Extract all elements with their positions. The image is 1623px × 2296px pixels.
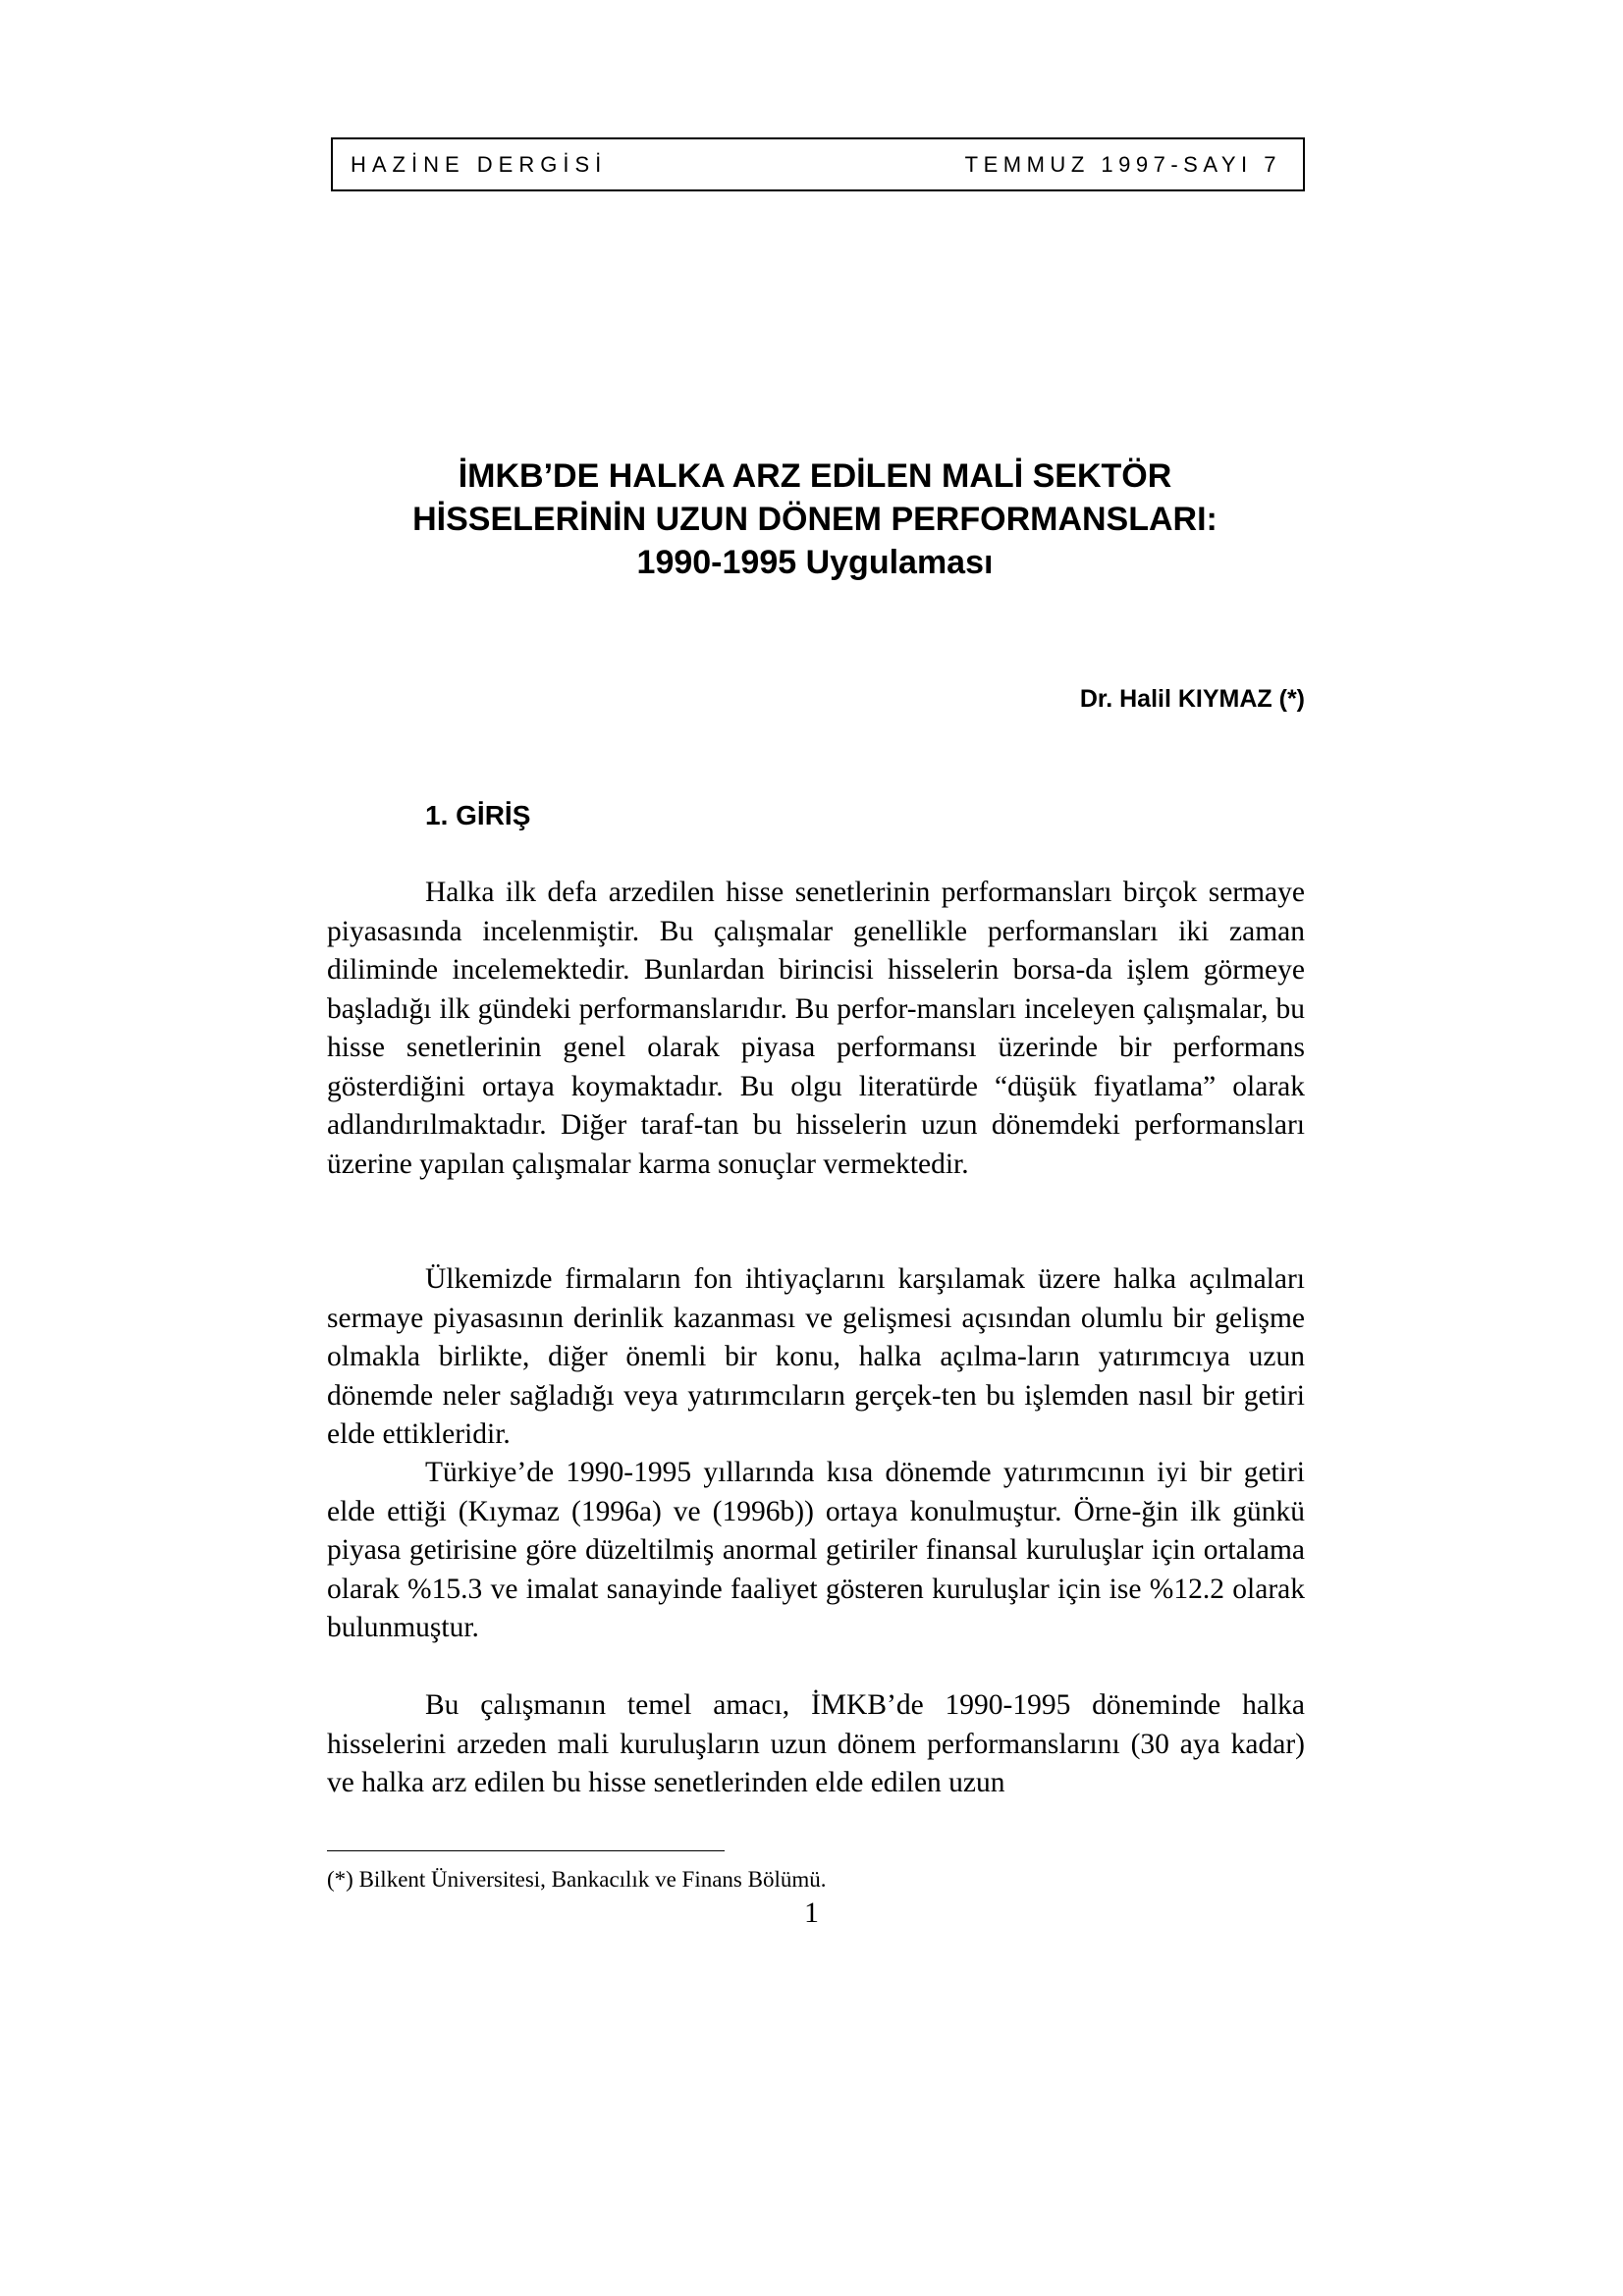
title-line-1: İMKB’DE HALKA ARZ EDİLEN MALİ SEKTÖR bbox=[458, 457, 1172, 495]
issue-info: TEMMUZ 1997-SAYI 7 bbox=[964, 152, 1281, 177]
journal-name: HAZİNE DERGİSİ bbox=[351, 152, 608, 177]
body-paragraph-3 bbox=[327, 1454, 1305, 1648]
paragraph-text: Ülkemizde firmaların fon ihtiyaçlarını karşılamak üzere halka açılmaları sermaye piyasasının derinlik kazanması ve gelişmesi açısından olumlu bir gelişme olmakla birlikte, diğer önemli bir konu, halka açılma-ların yatırımcıya uzun dönemde neler sağladığı veya yatırımcıların gerçek-ten bu işlemden nasıl bir getiri elde ettikleridir. bbox=[327, 1263, 1305, 1450]
article-title bbox=[295, 454, 1335, 584]
body-paragraph-1 bbox=[327, 874, 1305, 1184]
body-paragraph-4 bbox=[327, 1686, 1305, 1803]
footnote-divider bbox=[327, 1850, 725, 1851]
title-line-2: HİSSELERİNİN UZUN DÖNEM PERFORMANSLARI: bbox=[412, 501, 1217, 538]
running-header bbox=[331, 137, 1305, 191]
body-paragraph-2 bbox=[327, 1260, 1305, 1455]
footnote: (*) Bilkent Üniversitesi, Bankacılık ve Finans Bölümü. bbox=[327, 1867, 827, 1892]
paragraph-text: Türkiye’de 1990-1995 yıllarında kısa dönemde yatırımcının iyi bir getiri elde ettiği (Kıymaz (1996a) ve (1996b)) ortaya konulmuştur. Örne-ğin ilk günkü piyasa getirisine göre düzeltilmiş anormal getiriler finansal kuruluşlar için ortalama olarak %15.3 ve imalat sanayinde faaliyet gösteren kuruluşlar için ise %12.2 olarak bulunmuştur. bbox=[327, 1457, 1305, 1643]
section-heading: 1. GİRİŞ bbox=[425, 800, 531, 830]
author-name: Dr. Halil KIYMAZ (*) bbox=[1079, 685, 1305, 713]
page-number: 1 bbox=[804, 1896, 819, 1929]
title-line-3: 1990-1995 Uygulaması bbox=[636, 544, 994, 581]
paragraph-text: Halka ilk defa arzedilen hisse senetlerinin performansları birçok sermaye piyasasında incelenmiştir. Bu çalışmalar genellikle performansları iki zaman diliminde incelemektedir. Bunlardan birincisi hisselerin borsa-da işlem görmeye başladığı ilk gündeki performanslarıdır. Bu perfor-mansları inceleyen çalışmalar, bu hisse senetlerinin genel olarak piyasa performansı üzerinde bir performans gösterdiğini ortaya koymaktadır. Bu olgu literatürde “düşük fiyatlama” olarak adlandırılmaktadır. Diğer taraf-tan bu hisselerin uzun dönemdeki performansları üzerine yapılan çalışmalar karma sonuçlar vermektedir. bbox=[327, 877, 1305, 1180]
paragraph-text: Bu çalışmanın temel amacı, İMKB’de 1990-1995 döneminde halka hisselerini arzeden mali kuruluşların uzun dönem performanslarını (30 aya kadar) ve halka arz edilen bu hisse senetlerinden elde edilen uzun bbox=[327, 1689, 1305, 1798]
